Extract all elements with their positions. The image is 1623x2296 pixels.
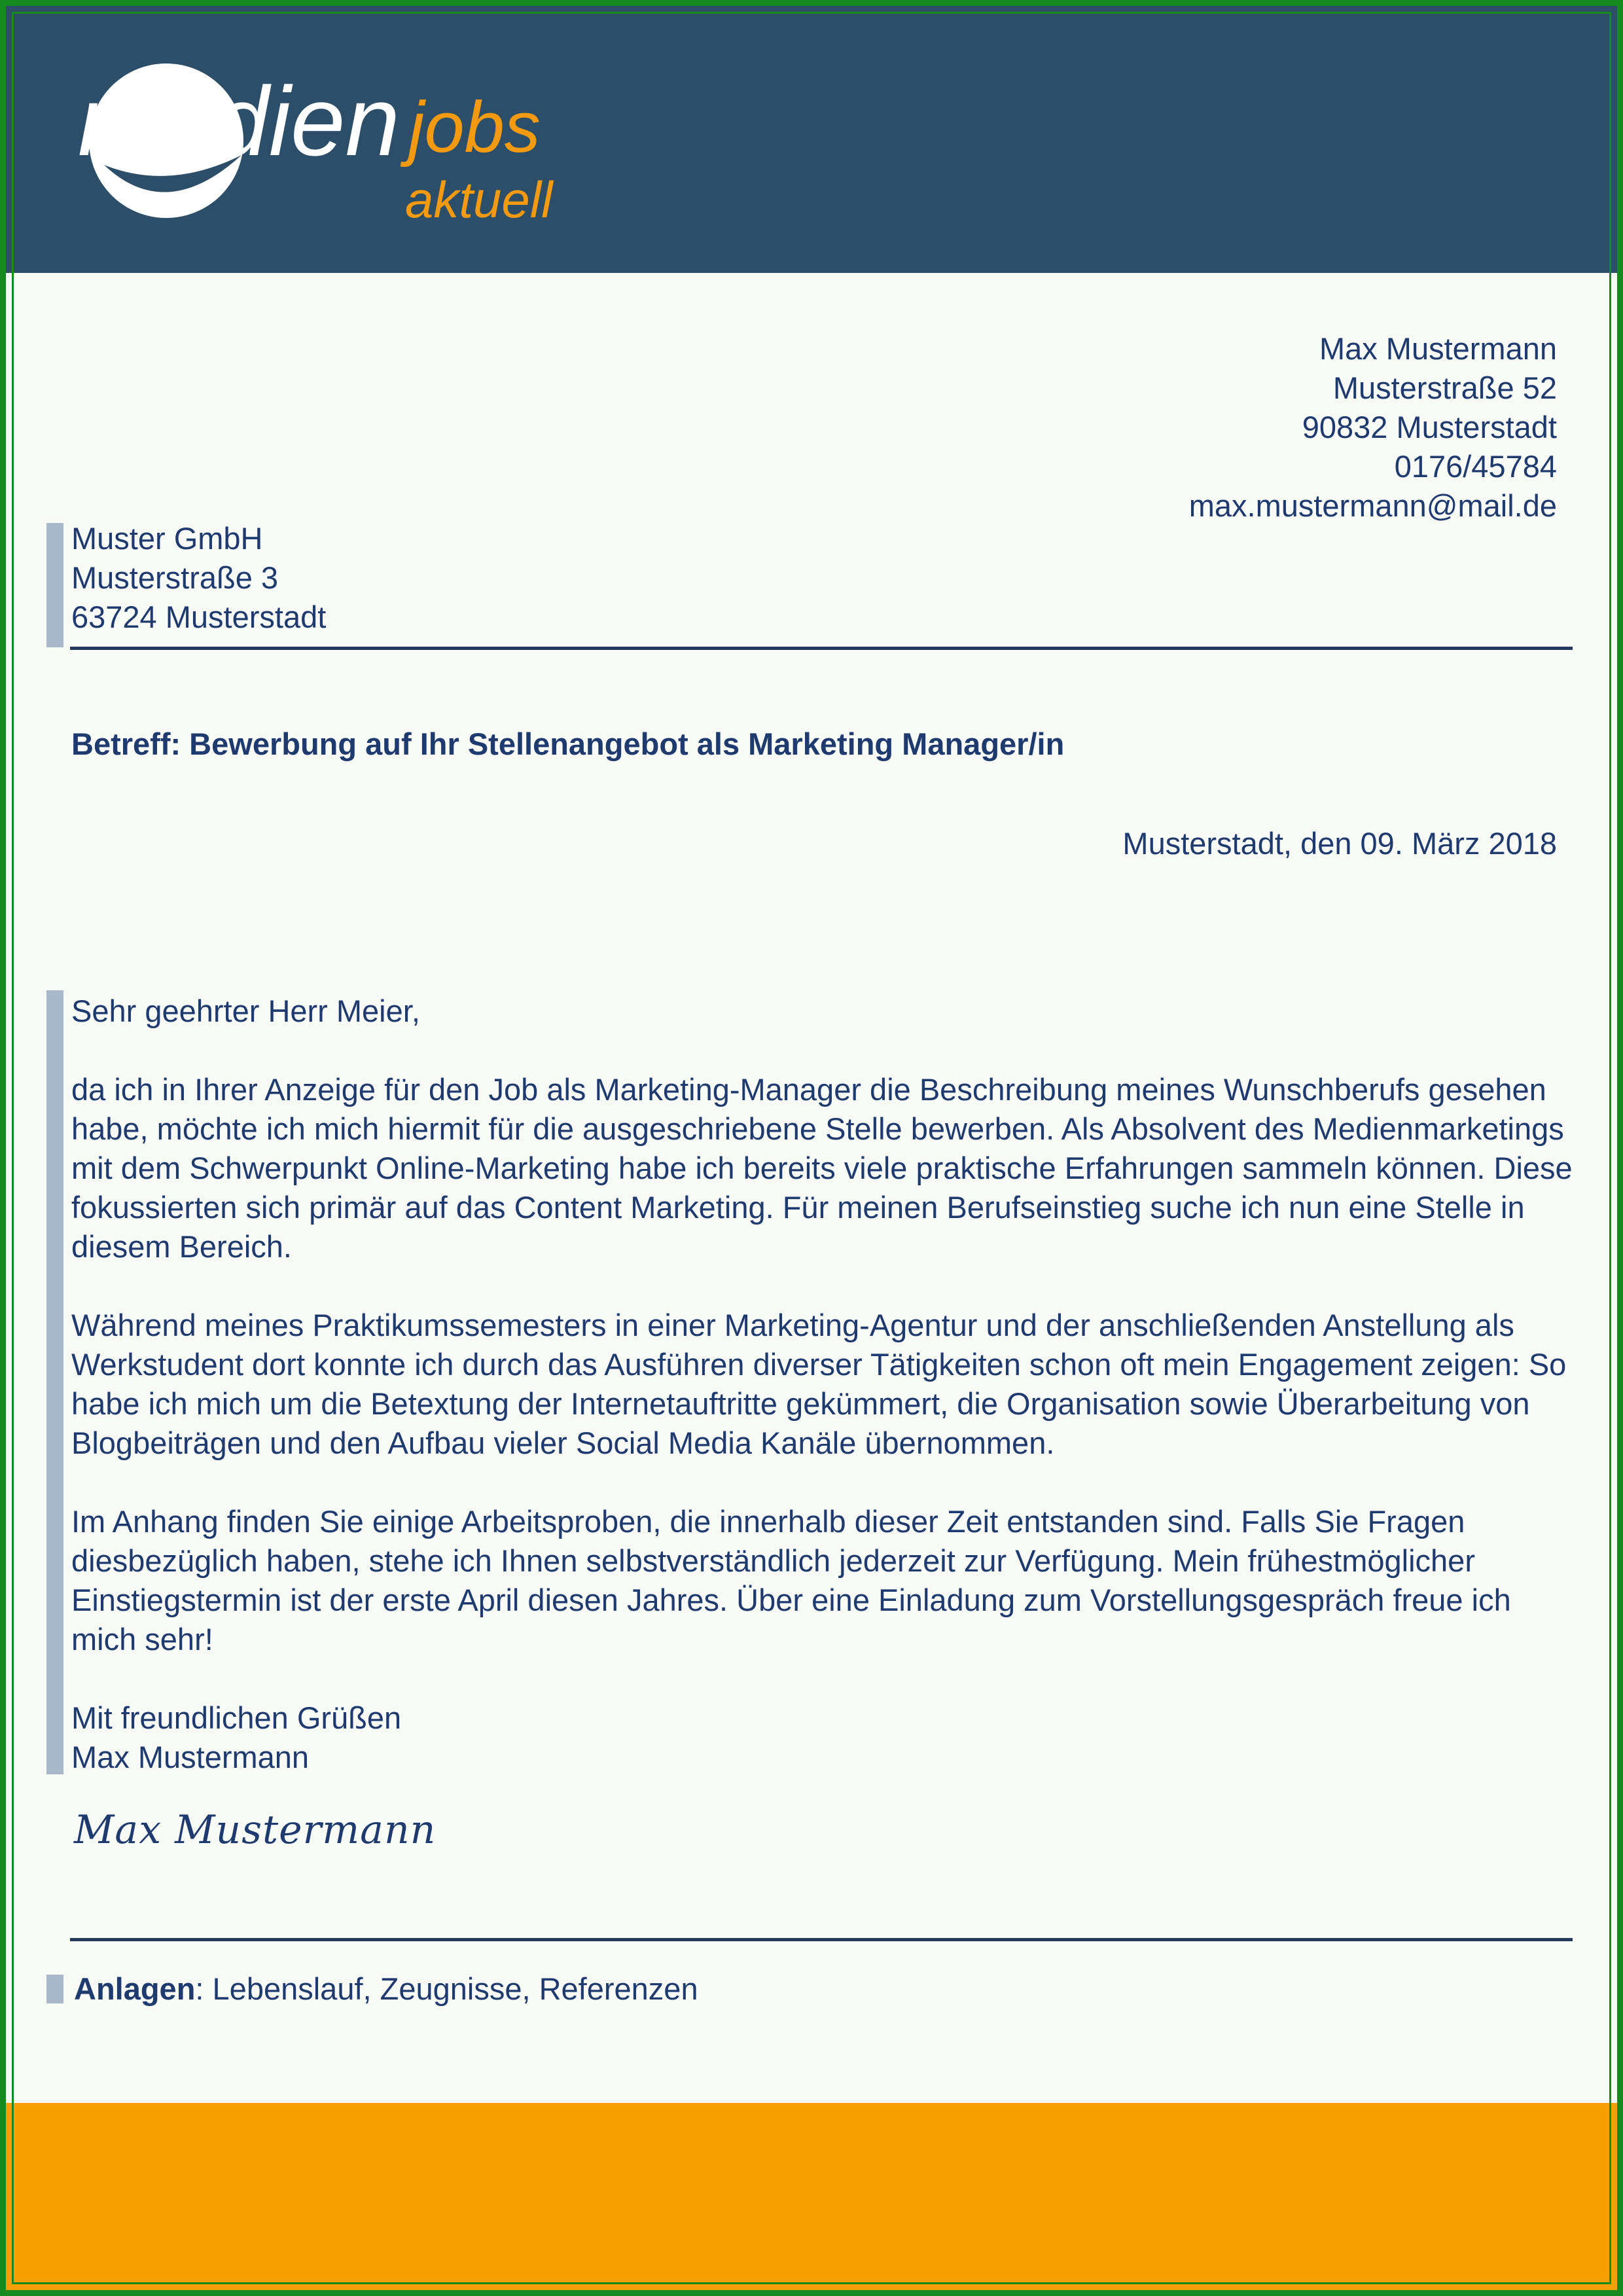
footer-band	[6, 2103, 1617, 2296]
attachments-items: : Lebenslauf, Zeugnisse, Referenzen	[195, 1971, 698, 2006]
attachments-line	[74, 1969, 698, 2009]
logo-text-medien: medien	[78, 66, 400, 176]
bottom-divider	[70, 1938, 1573, 1941]
letter-body	[71, 992, 1577, 1777]
sender-email: max.mustermann@mail.de	[1188, 488, 1557, 523]
salutation: Sehr geehrter Herr Meier,	[71, 994, 420, 1028]
recipient-street: Musterstraße 3	[71, 560, 279, 595]
recipient-accent-bar	[46, 523, 63, 647]
sender-city: 90832 Musterstadt	[1302, 410, 1557, 444]
attachments-accent-bar	[46, 1975, 63, 2003]
sender-name: Max Mustermann	[1319, 331, 1557, 366]
paragraph-3: Im Anhang finden Sie einige Arbeitsproben, die innerhalb dieser Zeit entstanden sind. Falls Sie Fragen diesbezüglich haben, stehe ich Ihnen selbstverständlich jederzeit zur Verfügung. Mein frühestmöglicher Einstiegstermin ist der erste April diesen Jahres. Über eine Einladung zum Vorstellungsgespräch freue ich mich sehr!	[71, 1504, 1511, 1657]
paragraph-2: Während meines Praktikumssemesters in einer Marketing-Agentur und der anschließenden Anstellung als Werkstudent dort konnte ich durch das Ausführen diverser Tätigkeiten schon oft mein Engagement zeigen: So habe ich mich um die Betextung der Internetauftritte gekümmert, die Organisation sowie Überarbeitung von Blogbeiträgen und den Aufbau vieler Social Media Kanäle übernommen.	[71, 1308, 1567, 1460]
closing-name: Max Mustermann	[71, 1740, 310, 1774]
paragraph-1: da ich in Ihrer Anzeige für den Job als Marketing-Manager die Beschreibung meines Wunschberufs gesehen habe, möchte ich mich hiermit für die ausgeschriebene Stelle bewerben. Als Absolvent des Medienmarketings mit dem Schwerpunkt Online-Marketing habe ich bereits viele praktische Erfahrungen sammeln können. Diese fokussierten sich primär auf das Content Marketing. Für meinen Berufseinstieg suche ich nun eine Stelle in diesem Bereich.	[71, 1072, 1573, 1264]
handwritten-signature: Max Mustermann	[74, 1807, 437, 1853]
top-divider	[70, 647, 1573, 650]
medienjobs-logo	[78, 57, 575, 234]
sender-street: Musterstraße 52	[1332, 370, 1557, 405]
logo-text-aktuell: aktuell	[405, 171, 553, 228]
recipient-city: 63724 Musterstadt	[71, 600, 327, 634]
letter-date: Musterstadt, den 09. März 2018	[1122, 826, 1557, 861]
closing: Mit freundlichen Grüßen	[71, 1700, 402, 1735]
logo-text-jobs: jobs	[408, 87, 541, 168]
body-accent-bar	[46, 990, 63, 1774]
subject-line: Betreff: Bewerbung auf Ihr Stellenangebot als Marketing Manager/in	[71, 726, 1065, 761]
recipient-address	[71, 519, 326, 637]
header-band	[6, 6, 1617, 273]
attachments-label: Anlagen	[74, 1971, 196, 2006]
sender-phone: 0176/45784	[1394, 449, 1557, 484]
recipient-company: Muster GmbH	[71, 521, 263, 556]
sender-address	[1189, 329, 1557, 526]
